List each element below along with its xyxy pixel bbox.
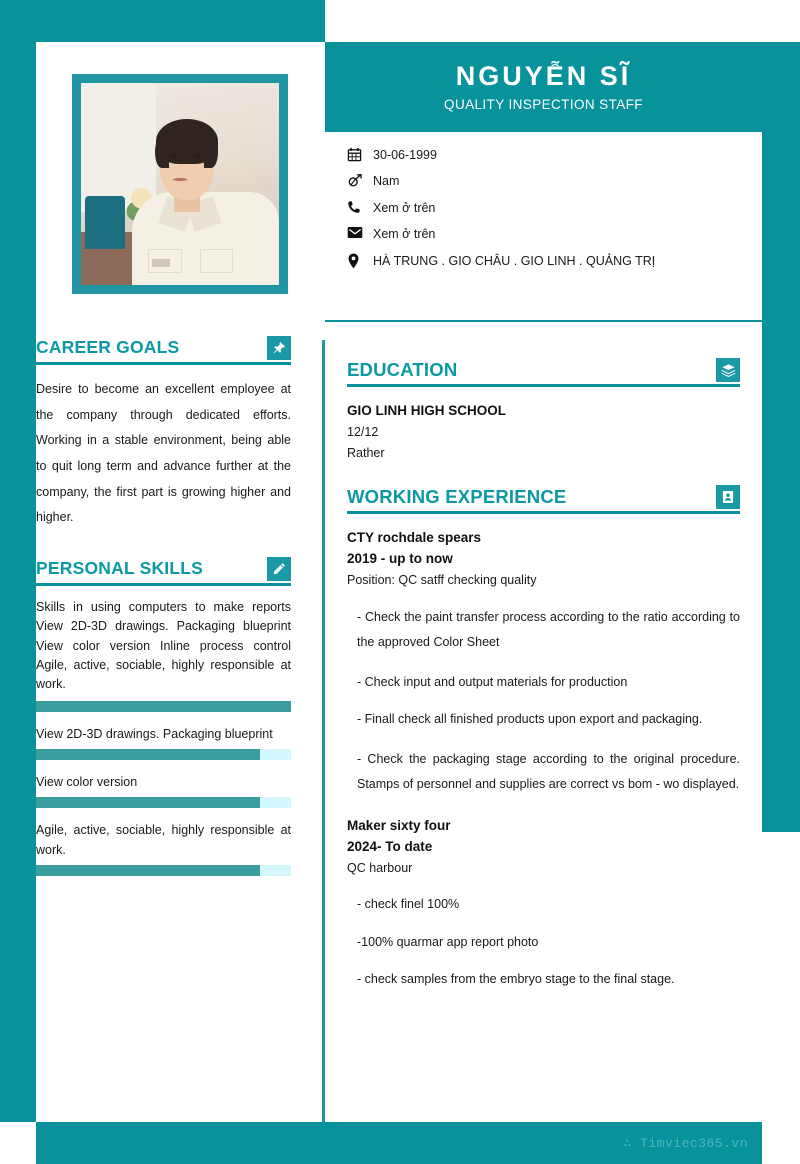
decor-top-left-band — [0, 0, 325, 42]
job-company: Maker sixty four — [347, 818, 451, 834]
section-header-career-goals — [36, 336, 291, 365]
education-title: EDUCATION — [347, 359, 458, 380]
skill-progress-fill — [36, 749, 260, 760]
contact-row-birthday — [347, 146, 744, 165]
site-watermark: ∴ Timviec365.vn — [623, 1136, 748, 1151]
job-company: CTY rochdale spears — [347, 530, 482, 546]
job-period: 2019 - up to now — [347, 551, 453, 567]
skill-item-intro — [36, 598, 291, 712]
layers-icon — [716, 358, 740, 382]
right-column — [347, 358, 740, 990]
skill-label: View color version — [36, 775, 138, 789]
job-bullet: - check finel 100% — [357, 897, 460, 912]
skill-progress-track — [36, 865, 291, 876]
job-bullet: - Finall check all finished products upon export and packaging. — [357, 712, 703, 727]
personal-skills-intro: Skills in using computers to make reports View 2D-3D drawings. Packaging blueprint View color version Inline process control Agile, active, sociable, highly responsible at work. — [36, 599, 291, 692]
section-header-education — [347, 358, 740, 387]
career-goals-text: Desire to become an excellent employee at the company through dedicated efforts. Working in a stable environment, being able to quit long term and advance further at the company, the first part is growing higher and higher. — [36, 382, 291, 525]
contact-panel — [325, 132, 762, 322]
skill-progress-track — [36, 749, 291, 760]
cv-header — [325, 42, 762, 132]
education-school: GIO LINH HIGH SCHOOL — [347, 403, 507, 418]
gender-icon — [347, 172, 373, 189]
skill-label: Agile, active, sociable, highly responsible at work. — [36, 823, 291, 857]
pushpin-icon — [267, 336, 291, 360]
candidate-name: NGUYỄN SĨ — [455, 60, 632, 91]
skill-progress-track — [36, 701, 291, 712]
profile-photo-frame — [72, 74, 288, 294]
decor-left-band — [0, 42, 36, 1122]
birthday-value: 30-06-1999 — [373, 148, 437, 162]
location-icon — [347, 252, 373, 269]
job-position: Position: QC satff checking quality — [347, 573, 537, 588]
column-divider — [322, 340, 325, 1122]
job-bullet: - Check input and output materials for production — [357, 674, 628, 689]
skill-item — [36, 821, 291, 876]
section-header-experience — [347, 485, 740, 514]
decor-right-band — [762, 42, 800, 832]
job-bullet: - Check the paint transfer process according to the ratio according to the approved Color Sheet — [357, 609, 740, 650]
skill-item — [36, 773, 291, 808]
job-period: 2024- To date — [347, 838, 433, 854]
career-goals-title: CAREER GOALS — [36, 337, 180, 358]
phone-value: Xem ở trên — [373, 200, 436, 215]
job-bullet: -100% quarmar app report photo — [357, 934, 539, 949]
education-period: 12/12 — [347, 424, 379, 439]
calendar-icon — [347, 146, 373, 162]
skill-progress-fill — [36, 797, 260, 808]
contact-row-address — [347, 252, 744, 271]
experience-entry — [347, 528, 740, 798]
skill-progress-fill — [36, 701, 291, 712]
job-position: QC harbour — [347, 860, 413, 875]
profile-photo — [81, 83, 279, 285]
job-bullet: - Check the packaging stage according to the original procedure. Stamps of personnel and supplies are correct vs bom - wo displayed. — [357, 751, 740, 792]
id-badge-icon — [716, 485, 740, 509]
contact-row-gender — [347, 172, 744, 191]
email-icon — [347, 225, 373, 239]
skill-progress-fill — [36, 865, 260, 876]
experience-title: WORKING EXPERIENCE — [347, 486, 567, 508]
email-value: Xem ở trên — [373, 227, 436, 242]
job-bullet: - check samples from the embryo stage to the final stage. — [357, 971, 675, 986]
experience-entry — [347, 816, 740, 990]
contact-row-phone — [347, 199, 744, 218]
left-column — [36, 336, 291, 889]
phone-icon — [347, 199, 373, 214]
address-value: HÀ TRUNG . GIO CHÂU . GIO LINH . QUẢNG TRỊ — [373, 253, 656, 268]
education-grade: Rather — [347, 445, 385, 460]
candidate-role: QUALITY INSPECTION STAFF — [444, 97, 643, 113]
section-header-personal-skills — [36, 557, 291, 586]
pencil-icon — [267, 557, 291, 581]
gender-value: Nam — [373, 174, 400, 189]
contact-row-email — [347, 225, 744, 244]
skill-item — [36, 725, 291, 760]
skill-progress-track — [36, 797, 291, 808]
skill-label: View 2D-3D drawings. Packaging blueprint — [36, 726, 273, 741]
personal-skills-title: PERSONAL SKILLS — [36, 557, 204, 578]
